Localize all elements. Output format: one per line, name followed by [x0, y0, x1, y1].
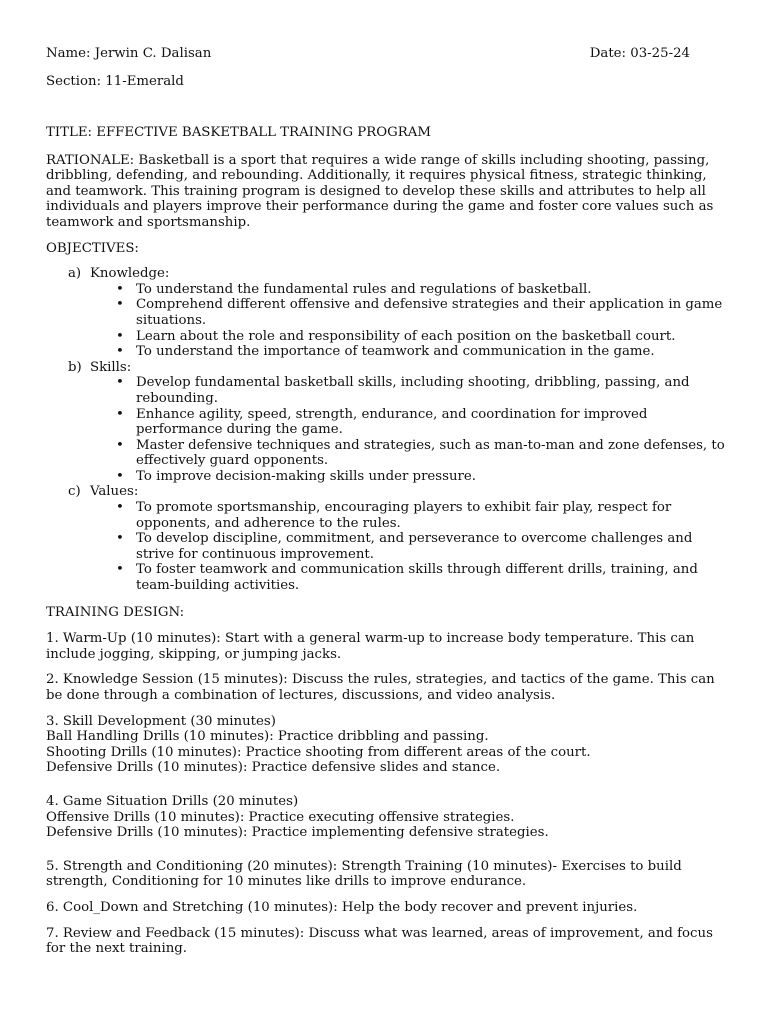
design-game-situation: [46, 794, 726, 841]
objective-group-label: Knowledge:: [90, 266, 170, 282]
objective-group-values: [46, 484, 726, 593]
training-design-heading: TRAINING DESIGN:: [46, 604, 185, 620]
list-item: • Develop fundamental basketball skills, including shooting, dribbling, passing, and rebounding.: [90, 375, 726, 406]
list-item: • To develop discipline, commitment, and perseverance to overcome challenges and strive for continuous improvement.: [90, 531, 726, 562]
design-strength-conditioning: 5. Strength and Conditioning (20 minutes): Strength Training (10 minutes)- Exercises to build strength, Conditioning for 10 minutes like drills to improve endurance.: [46, 858, 682, 890]
design-skill-head: 3. Skill Development (30 minutes): [46, 713, 276, 729]
document-title: TITLE: EFFECTIVE BASKETBALL TRAINING PROGRAM: [46, 125, 431, 140]
document-body: [46, 125, 726, 967]
bullet-list: [90, 282, 726, 360]
list-item: • Master defensive techniques and strategies, such as man-to-man and zone defenses, to effectively guard opponents.: [90, 438, 726, 469]
objective-marker: c): [68, 484, 81, 500]
student-name: Name: Jerwin C. Dalisan: [46, 46, 212, 61]
objectives-heading: OBJECTIVES:: [46, 240, 139, 256]
design-skill-line: Shooting Drills (10 minutes): Practice shooting from different areas of the court.: [46, 744, 591, 760]
document-date: Date: 03-25-24: [589, 46, 690, 61]
student-section: Section: 11-Emerald: [46, 74, 184, 89]
objectives-list: [46, 266, 726, 593]
design-game-head: 4. Game Situation Drills (20 minutes): [46, 793, 299, 809]
rationale-paragraph: RATIONALE: Basketball is a sport that requires a wide range of skills including shooting, passing, dribbling, defending, and rebounding. Additionally, it requires physical fitness, strategic thinking, and teamwork. This training program is designed to develop these skills and attributes to help all individuals and players improve their performance during the game and foster core values such as teamwork and sportsmanship.: [46, 152, 714, 230]
bullet-list: [90, 500, 726, 594]
list-item: • To improve decision-making skills under pressure.: [90, 469, 726, 485]
header-row: [46, 46, 690, 62]
design-skill-line: Defensive Drills (10 minutes): Practice defensive slides and stance.: [46, 760, 501, 776]
bullet-list: [90, 375, 726, 484]
design-skill-line: Ball Handling Drills (10 minutes): Practice dribbling and passing.: [46, 729, 489, 745]
objective-marker: b): [68, 359, 82, 375]
list-item: • Learn about the role and responsibility of each position on the basketball court.: [90, 329, 726, 345]
list-item: • Comprehend different offensive and defensive strategies and their application in game situations.: [90, 297, 726, 328]
list-item: • Enhance agility, speed, strength, endurance, and coordination for improved performance during the game.: [90, 407, 726, 438]
objective-group-knowledge: [46, 266, 726, 360]
list-item: • To promote sportsmanship, encouraging players to exhibit fair play, respect for opponents, and adherence to the rules.: [90, 500, 726, 531]
list-item: • To understand the importance of teamwork and communication in the game.: [90, 344, 726, 360]
design-knowledge-session: 2. Knowledge Session (15 minutes): Discuss the rules, strategies, and tactics of the game. This can be done through a combination of lectures, discussions, and video analysis.: [46, 672, 715, 703]
design-warmup: 1. Warm-Up (10 minutes): Start with a general warm-up to increase body temperature. This can include jogging, skipping, or jumping jacks.: [46, 631, 695, 662]
list-item: • To foster teamwork and communication skills through different drills, training, and team-building activities.: [90, 562, 726, 593]
list-item: • To understand the fundamental rules and regulations of basketball.: [90, 282, 726, 298]
design-game-line: Offensive Drills (10 minutes): Practice executing offensive strategies.: [46, 809, 515, 825]
objective-group-skills: [46, 360, 726, 485]
design-game-line: Defensive Drills (10 minutes): Practice implementing defensive strategies.: [46, 825, 549, 841]
design-cooldown: 6. Cool_Down and Stretching (10 minutes): Help the body recover and prevent injuries.: [46, 899, 638, 915]
objective-marker: a): [68, 266, 82, 282]
objective-group-label: Skills:: [90, 359, 132, 375]
objective-group-label: Values:: [90, 484, 139, 500]
design-skill-development: [46, 714, 726, 776]
design-review: 7. Review and Feedback (15 minutes): Discuss what was learned, areas of improvement, and focus for the next training.: [46, 925, 713, 957]
